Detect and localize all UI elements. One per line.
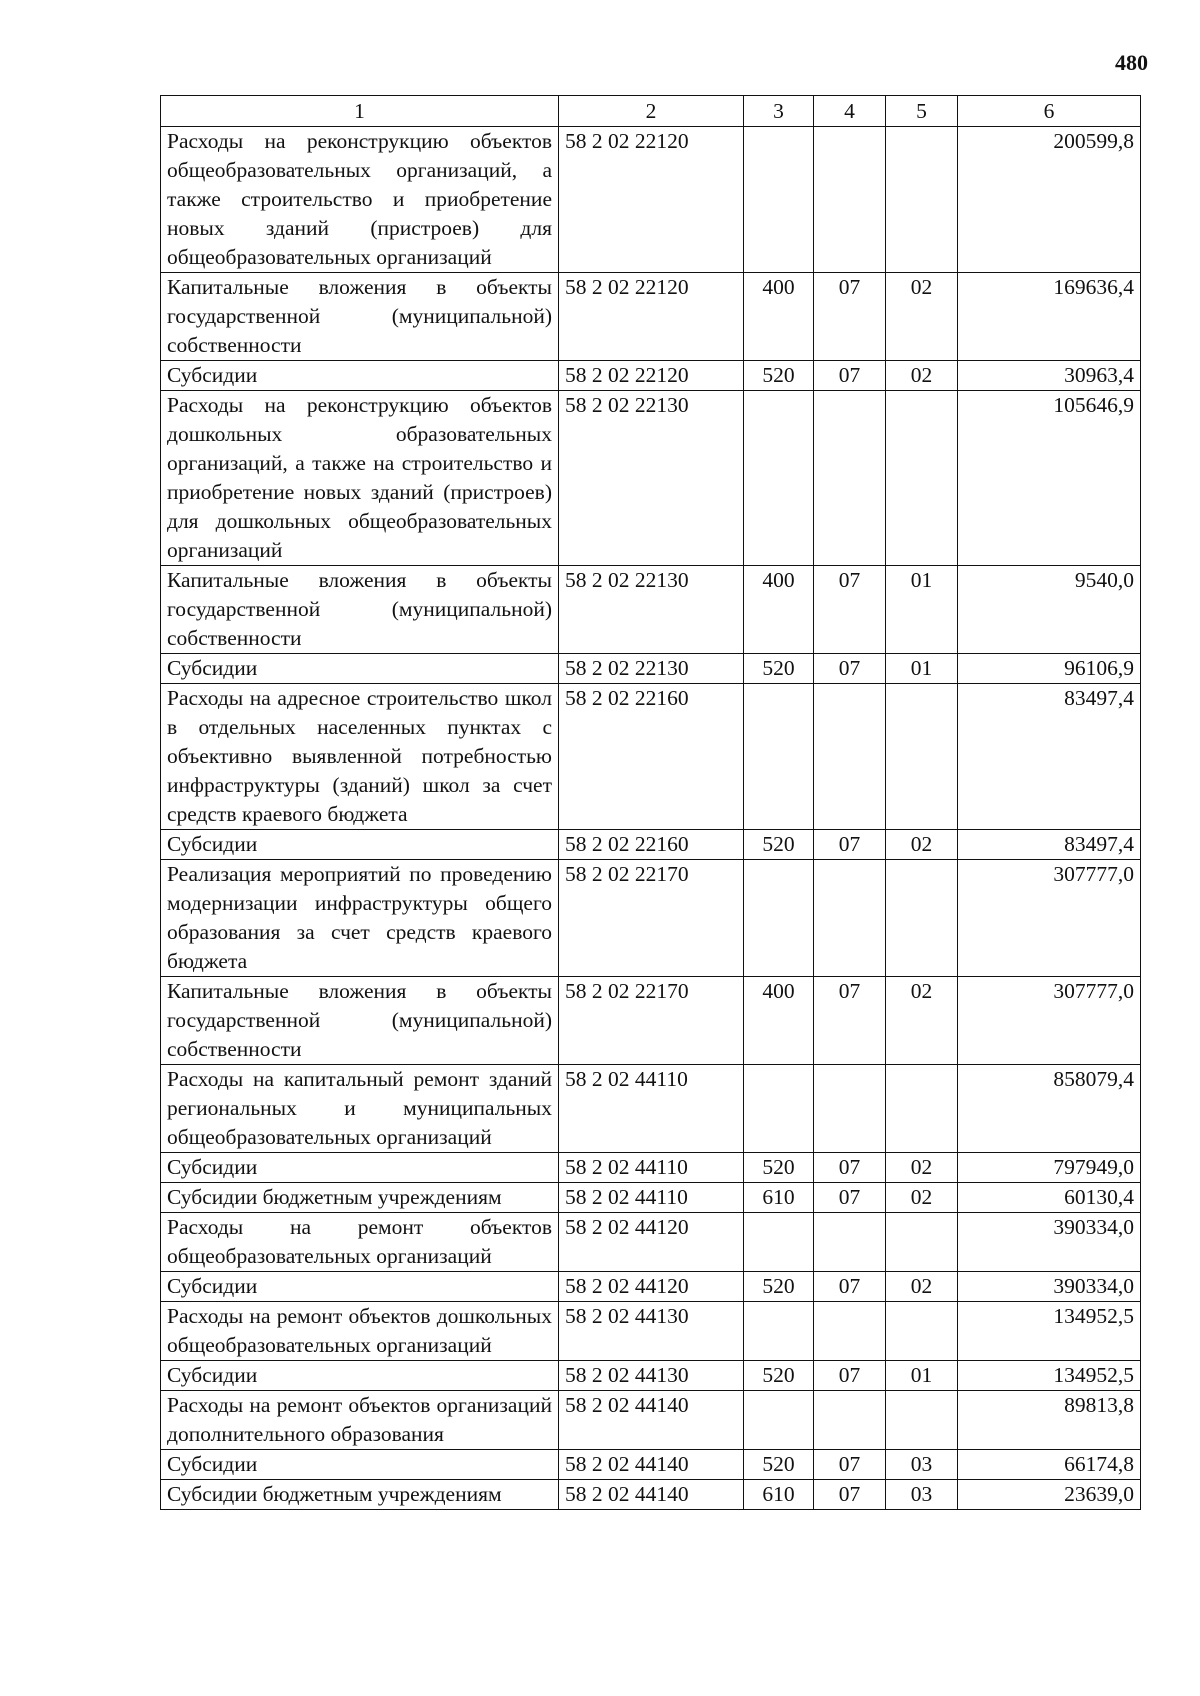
budget-table: [160, 95, 1141, 1510]
amount-cell: 96106,9: [958, 654, 1141, 684]
row-name-cell: Расходы на реконструкцию объектов дошкольных образовательных организаций, а также на строительство и приобретение новых зданий (пристроев) для дошкольных общеобразовательных организаций: [161, 391, 559, 566]
target-code-cell: 58 2 02 44140: [559, 1391, 744, 1450]
amount-cell: 797949,0: [958, 1153, 1141, 1183]
target-code-cell: 58 2 02 22160: [559, 830, 744, 860]
section-cell: 07: [814, 273, 886, 361]
subsection-cell: 02: [886, 1153, 958, 1183]
row-name-cell: Субсидии: [161, 1272, 559, 1302]
amount-cell: 30963,4: [958, 361, 1141, 391]
expense-type-cell: [744, 1213, 814, 1272]
table-row: [161, 860, 1141, 977]
expense-type-cell: [744, 1065, 814, 1153]
section-cell: [814, 391, 886, 566]
table-row: [161, 1272, 1141, 1302]
expense-type-cell: [744, 391, 814, 566]
section-cell: [814, 1302, 886, 1361]
section-cell: 07: [814, 1480, 886, 1510]
section-cell: 07: [814, 977, 886, 1065]
row-name-cell: Реализация мероприятий по проведению модернизации инфраструктуры общего образования за счет средств краевого бюджета: [161, 860, 559, 977]
table-row: [161, 1153, 1141, 1183]
subsection-cell: 03: [886, 1480, 958, 1510]
target-code-cell: 58 2 02 22160: [559, 684, 744, 830]
section-cell: 07: [814, 1272, 886, 1302]
row-name-cell: Расходы на адресное строительство школ в отдельных населенных пунктах с объективно выявленной потребностью инфраструктуры (зданий) школ за счет средств краевого бюджета: [161, 684, 559, 830]
target-code-cell: 58 2 02 22120: [559, 361, 744, 391]
row-name-cell: Субсидии: [161, 830, 559, 860]
section-cell: [814, 860, 886, 977]
target-code-cell: 58 2 02 44120: [559, 1213, 744, 1272]
section-cell: [814, 127, 886, 273]
amount-cell: 307777,0: [958, 860, 1141, 977]
table-row: [161, 391, 1141, 566]
subsection-cell: [886, 860, 958, 977]
amount-cell: 858079,4: [958, 1065, 1141, 1153]
expense-type-cell: 610: [744, 1480, 814, 1510]
expense-type-cell: 400: [744, 977, 814, 1065]
section-cell: 07: [814, 1450, 886, 1480]
subsection-cell: 01: [886, 654, 958, 684]
table-row: [161, 361, 1141, 391]
subsection-cell: 02: [886, 1272, 958, 1302]
subsection-cell: [886, 1065, 958, 1153]
row-name-cell: Расходы на реконструкцию объектов общеобразовательных организаций, а также строительство и приобретение новых зданий (пристроев) для общеобразовательных организаций: [161, 127, 559, 273]
amount-cell: 89813,8: [958, 1391, 1141, 1450]
subsection-cell: [886, 391, 958, 566]
section-cell: [814, 1391, 886, 1450]
subsection-cell: 02: [886, 361, 958, 391]
subsection-cell: 02: [886, 1183, 958, 1213]
expense-type-cell: [744, 127, 814, 273]
column-header: 6: [958, 96, 1141, 127]
table-row: [161, 1183, 1141, 1213]
column-header: 5: [886, 96, 958, 127]
row-name-cell: Субсидии: [161, 361, 559, 391]
expense-type-cell: 610: [744, 1183, 814, 1213]
amount-cell: 9540,0: [958, 566, 1141, 654]
target-code-cell: 58 2 02 44110: [559, 1153, 744, 1183]
column-header: 4: [814, 96, 886, 127]
amount-cell: 169636,4: [958, 273, 1141, 361]
column-header: 3: [744, 96, 814, 127]
subsection-cell: 03: [886, 1450, 958, 1480]
table-row: [161, 566, 1141, 654]
row-name-cell: Капитальные вложения в объекты государственной (муниципальной) собственности: [161, 566, 559, 654]
amount-cell: 105646,9: [958, 391, 1141, 566]
target-code-cell: 58 2 02 22130: [559, 654, 744, 684]
subsection-cell: [886, 684, 958, 830]
row-name-cell: Субсидии: [161, 1153, 559, 1183]
section-cell: [814, 684, 886, 830]
expense-type-cell: 520: [744, 1361, 814, 1391]
amount-cell: 134952,5: [958, 1361, 1141, 1391]
table-row: [161, 1391, 1141, 1450]
subsection-cell: 02: [886, 977, 958, 1065]
expense-type-cell: [744, 860, 814, 977]
table-row: [161, 1302, 1141, 1361]
target-code-cell: 58 2 02 44120: [559, 1272, 744, 1302]
subsection-cell: 02: [886, 273, 958, 361]
table-row: [161, 273, 1141, 361]
row-name-cell: Капитальные вложения в объекты государственной (муниципальной) собственности: [161, 977, 559, 1065]
amount-cell: 200599,8: [958, 127, 1141, 273]
amount-cell: 23639,0: [958, 1480, 1141, 1510]
target-code-cell: 58 2 02 22170: [559, 977, 744, 1065]
amount-cell: 134952,5: [958, 1302, 1141, 1361]
row-name-cell: Расходы на ремонт объектов организаций дополнительного образования: [161, 1391, 559, 1450]
table-row: [161, 654, 1141, 684]
target-code-cell: 58 2 02 44130: [559, 1361, 744, 1391]
expense-type-cell: 400: [744, 566, 814, 654]
row-name-cell: Субсидии: [161, 1450, 559, 1480]
table-row: [161, 830, 1141, 860]
column-header: 1: [161, 96, 559, 127]
row-name-cell: Капитальные вложения в объекты государственной (муниципальной) собственности: [161, 273, 559, 361]
row-name-cell: Субсидии: [161, 654, 559, 684]
expense-type-cell: [744, 1302, 814, 1361]
section-cell: [814, 1065, 886, 1153]
column-header: 2: [559, 96, 744, 127]
subsection-cell: [886, 1213, 958, 1272]
amount-cell: 83497,4: [958, 830, 1141, 860]
page-number: 480: [1115, 50, 1148, 75]
section-cell: 07: [814, 1153, 886, 1183]
subsection-cell: [886, 1391, 958, 1450]
row-name-cell: Субсидии бюджетным учреждениям: [161, 1183, 559, 1213]
target-code-cell: 58 2 02 22120: [559, 273, 744, 361]
expense-type-cell: 520: [744, 830, 814, 860]
target-code-cell: 58 2 02 44140: [559, 1450, 744, 1480]
section-cell: 07: [814, 361, 886, 391]
target-code-cell: 58 2 02 44140: [559, 1480, 744, 1510]
expense-type-cell: 520: [744, 654, 814, 684]
table-row: [161, 1480, 1141, 1510]
row-name-cell: Субсидии бюджетным учреждениям: [161, 1480, 559, 1510]
table-row: [161, 1213, 1141, 1272]
table-row: [161, 1361, 1141, 1391]
subsection-cell: [886, 1302, 958, 1361]
section-cell: 07: [814, 830, 886, 860]
amount-cell: 307777,0: [958, 977, 1141, 1065]
table-row: [161, 1450, 1141, 1480]
row-name-cell: Расходы на ремонт объектов общеобразовательных организаций: [161, 1213, 559, 1272]
section-cell: 07: [814, 1361, 886, 1391]
target-code-cell: 58 2 02 22170: [559, 860, 744, 977]
amount-cell: 66174,8: [958, 1450, 1141, 1480]
section-cell: 07: [814, 654, 886, 684]
expense-type-cell: 520: [744, 1450, 814, 1480]
amount-cell: 60130,4: [958, 1183, 1141, 1213]
target-code-cell: 58 2 02 22130: [559, 391, 744, 566]
subsection-cell: 02: [886, 830, 958, 860]
table-row: [161, 977, 1141, 1065]
expense-type-cell: [744, 684, 814, 830]
section-cell: [814, 1213, 886, 1272]
amount-cell: 390334,0: [958, 1213, 1141, 1272]
subsection-cell: 01: [886, 566, 958, 654]
subsection-cell: [886, 127, 958, 273]
target-code-cell: 58 2 02 44110: [559, 1183, 744, 1213]
expense-type-cell: 520: [744, 361, 814, 391]
section-cell: 07: [814, 566, 886, 654]
target-code-cell: 58 2 02 44130: [559, 1302, 744, 1361]
header-row: [161, 96, 1141, 127]
table-row: [161, 127, 1141, 273]
expense-type-cell: 520: [744, 1272, 814, 1302]
amount-cell: 83497,4: [958, 684, 1141, 830]
subsection-cell: 01: [886, 1361, 958, 1391]
table-row: [161, 684, 1141, 830]
row-name-cell: Расходы на ремонт объектов дошкольных общеобразовательных организаций: [161, 1302, 559, 1361]
table-row: [161, 1065, 1141, 1153]
target-code-cell: 58 2 02 44110: [559, 1065, 744, 1153]
expense-type-cell: [744, 1391, 814, 1450]
row-name-cell: Расходы на капитальный ремонт зданий региональных и муниципальных общеобразовательных организаций: [161, 1065, 559, 1153]
amount-cell: 390334,0: [958, 1272, 1141, 1302]
section-cell: 07: [814, 1183, 886, 1213]
target-code-cell: 58 2 02 22130: [559, 566, 744, 654]
row-name-cell: Субсидии: [161, 1361, 559, 1391]
expense-type-cell: 520: [744, 1153, 814, 1183]
expense-type-cell: 400: [744, 273, 814, 361]
target-code-cell: 58 2 02 22120: [559, 127, 744, 273]
